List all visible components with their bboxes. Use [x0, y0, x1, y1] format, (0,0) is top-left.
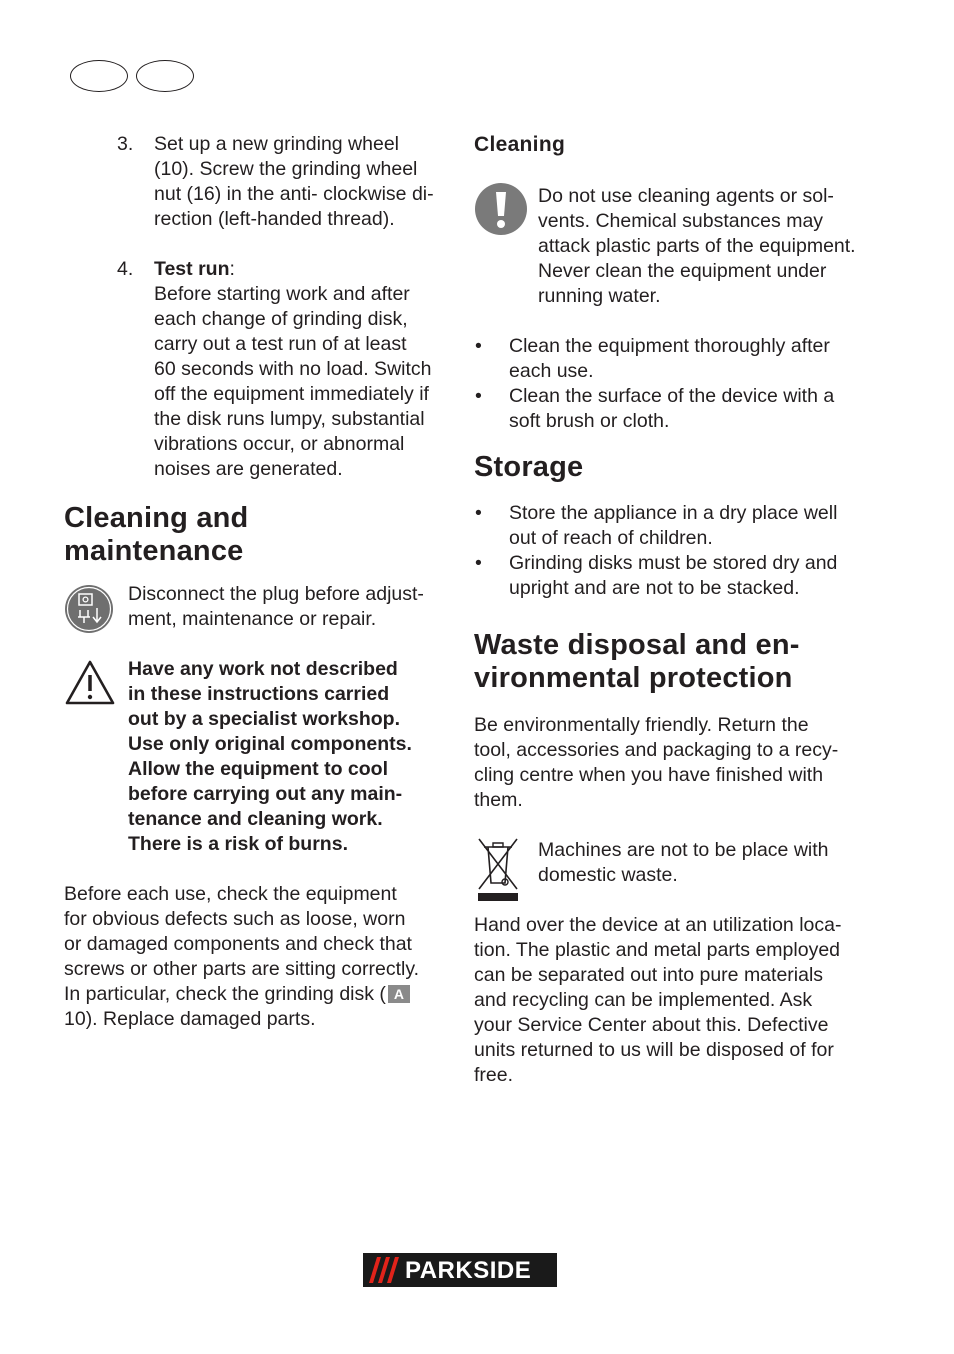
step-4-title: [154, 257, 449, 282]
list-item-line: out of reach of children.: [509, 527, 713, 549]
step-4-line: off the equipment immediately if: [154, 383, 429, 405]
step-4-line: Before starting work and after: [154, 283, 410, 305]
warning-line: out by a specialist workshop.: [128, 708, 400, 730]
list-item-line: • Clean the equipment thoroughly after: [509, 335, 830, 357]
list-item-line: upright and are not to be stacked.: [509, 577, 800, 599]
language-badge-right: [136, 60, 194, 92]
cleaning-heading: Cleaning: [474, 133, 566, 156]
handover-line: your Service Center about this. Defective: [474, 1014, 829, 1036]
heading-line: Waste disposal and en-: [474, 629, 800, 661]
warning-triangle-icon: [64, 659, 116, 714]
step-4: [64, 257, 449, 482]
handover-paragraph: [474, 913, 866, 1088]
list-item: [474, 551, 866, 601]
waste-intro: [474, 713, 866, 813]
warning-line: before carrying out any main-: [128, 783, 403, 805]
handover-line: Hand over the device at an utilization loca-: [474, 914, 842, 936]
step-4-line: carry out a test run of at least: [154, 333, 407, 355]
handover-line: can be separated out into pure materials: [474, 964, 824, 986]
waste-intro-line: Be environmentally friendly. Return the: [474, 714, 809, 736]
logo-stripes-icon: [363, 1253, 403, 1287]
check-line: or damaged components and check that: [64, 933, 412, 955]
warning-line: Allow the equipment to cool: [128, 758, 388, 780]
handover-line: and recycling can be implemented. Ask: [474, 989, 813, 1011]
exclamation-icon: [474, 182, 528, 243]
heading-line: Cleaning and: [64, 502, 249, 534]
colon: :: [229, 258, 235, 280]
list-item-line: • Store the appliance in a dry place well: [509, 502, 838, 524]
right-column: [474, 132, 866, 1088]
step-3-line: nut (16) in the anti- clockwise di-: [154, 183, 434, 205]
figure-a-badge: A: [388, 985, 410, 1003]
crossed-bin-icon: [474, 833, 522, 912]
list-item: [474, 334, 866, 384]
unplug-note: [64, 582, 449, 632]
bin-note-line: domestic waste.: [538, 864, 678, 886]
unplug-note-line: ment, maintenance or repair.: [128, 608, 377, 630]
cleaning-note: [474, 184, 866, 309]
check-line-text: In particular, check the grinding disk (: [64, 983, 386, 1005]
warning-line: Use only original components.: [128, 733, 412, 755]
cleaning-note-line: Never clean the equipment under: [538, 260, 827, 282]
check-line: 10). Replace damaged parts.: [64, 1008, 316, 1030]
cleaning-note-line: vents. Chemical substances may: [538, 210, 824, 232]
parkside-logo: [363, 1253, 557, 1287]
check-line: screws or other parts are sitting correctly.: [64, 958, 420, 980]
heading-line: maintenance: [64, 535, 244, 567]
list-item: [474, 384, 866, 434]
step-3-line: rection (left-handed thread).: [154, 208, 395, 230]
check-paragraph: [64, 882, 449, 1032]
unplug-note-line: Disconnect the plug before adjust-: [128, 583, 424, 605]
test-run-label: Test run: [154, 258, 230, 280]
step-4-line: noises are generated.: [154, 458, 343, 480]
list-item-line: • Clean the surface of the device with a: [509, 385, 835, 407]
unplug-icon: [64, 584, 114, 641]
step-4-line: each change of grinding disk,: [154, 308, 408, 330]
warning-line: There is a risk of burns.: [128, 833, 348, 855]
cleaning-note-line: Do not use cleaning agents or sol-: [538, 185, 834, 207]
waste-intro-line: cling centre when you have finished with: [474, 764, 824, 786]
left-column: [64, 132, 449, 1032]
list-item-line: soft brush or cloth.: [509, 410, 670, 432]
list-item-line: • Grinding disks must be stored dry and: [509, 552, 838, 574]
storage-list: [474, 501, 866, 601]
bin-note-line: Machines are not to be place with: [538, 839, 829, 861]
step-4-line: 60 seconds with no load. Switch: [154, 358, 432, 380]
step-3-line: (10). Screw the grinding wheel: [154, 158, 418, 180]
heading-line: vironmental protection: [474, 662, 793, 694]
cleaning-list: [474, 334, 866, 434]
handover-line: free.: [474, 1064, 514, 1086]
waste-intro-line: tool, accessories and packaging to a recy-: [474, 739, 839, 761]
cleaning-maintenance-heading: [64, 502, 449, 568]
waste-heading: [474, 629, 866, 695]
step-3-line: Set up a new grinding wheel: [154, 133, 399, 155]
waste-intro-line: them.: [474, 789, 523, 811]
logo-wordmark: PARKSIDE: [405, 1256, 532, 1284]
step-number: 4.: [117, 258, 134, 280]
list-item: [474, 501, 866, 551]
check-line: Before each use, check the equipment: [64, 883, 397, 905]
storage-heading: Storage: [474, 451, 584, 483]
step-4-line: the disk runs lumpy, substantial: [154, 408, 425, 430]
handover-line: tion. The plastic and metal parts employed: [474, 939, 841, 961]
warning-note: [64, 657, 449, 857]
cleaning-note-line: running water.: [538, 285, 661, 307]
list-item-line: each use.: [509, 360, 594, 382]
step-4-line: vibrations occur, or abnormal: [154, 433, 405, 455]
cleaning-note-line: attack plastic parts of the equipment.: [538, 235, 856, 257]
handover-line: units returned to us will be disposed of for: [474, 1039, 834, 1061]
warning-line: in these instructions carried: [128, 683, 390, 705]
warning-line: Have any work not described: [128, 658, 398, 680]
warning-line: tenance and cleaning work.: [128, 808, 383, 830]
check-line: [64, 982, 449, 1007]
check-line: for obvious defects such as loose, worn: [64, 908, 406, 930]
language-badge-left: [70, 60, 128, 92]
bin-note: [474, 838, 866, 908]
step-3: [64, 132, 449, 232]
step-number: 3.: [117, 133, 134, 155]
